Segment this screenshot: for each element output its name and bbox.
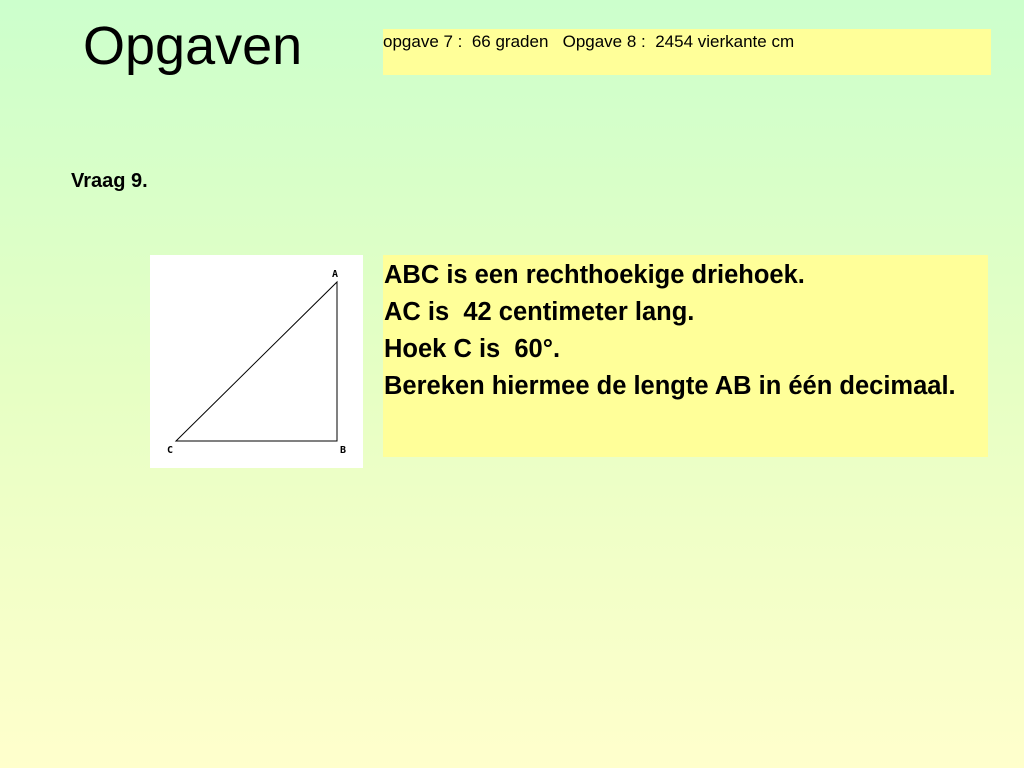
question-label: Vraag 9.: [71, 170, 148, 192]
vertex-label-b: B: [340, 445, 347, 456]
triangle-diagram: [150, 255, 363, 468]
answer-opgave-8: Opgave 8 : 2454 vierkante cm: [562, 32, 795, 51]
vertex-label-c: C: [167, 445, 174, 456]
triangle-abc: [176, 282, 337, 441]
slide-title: Opgaven: [83, 16, 303, 76]
problem-statement-box: [383, 255, 988, 457]
problem-line-3: Hoek C is 60°.: [384, 335, 561, 363]
answer-opgave-7: opgave 7 : 66 graden: [383, 32, 549, 51]
problem-line-2: AC is 42 centimeter lang.: [384, 298, 695, 326]
problem-line-4: Bereken hiermee de lengte AB in één decimaal.: [384, 372, 956, 400]
previous-answers-box: [383, 29, 991, 75]
vertex-label-a: A: [332, 269, 339, 280]
triangle-figure: [150, 255, 363, 468]
problem-line-1: ABC is een rechthoekige driehoek.: [384, 261, 805, 289]
